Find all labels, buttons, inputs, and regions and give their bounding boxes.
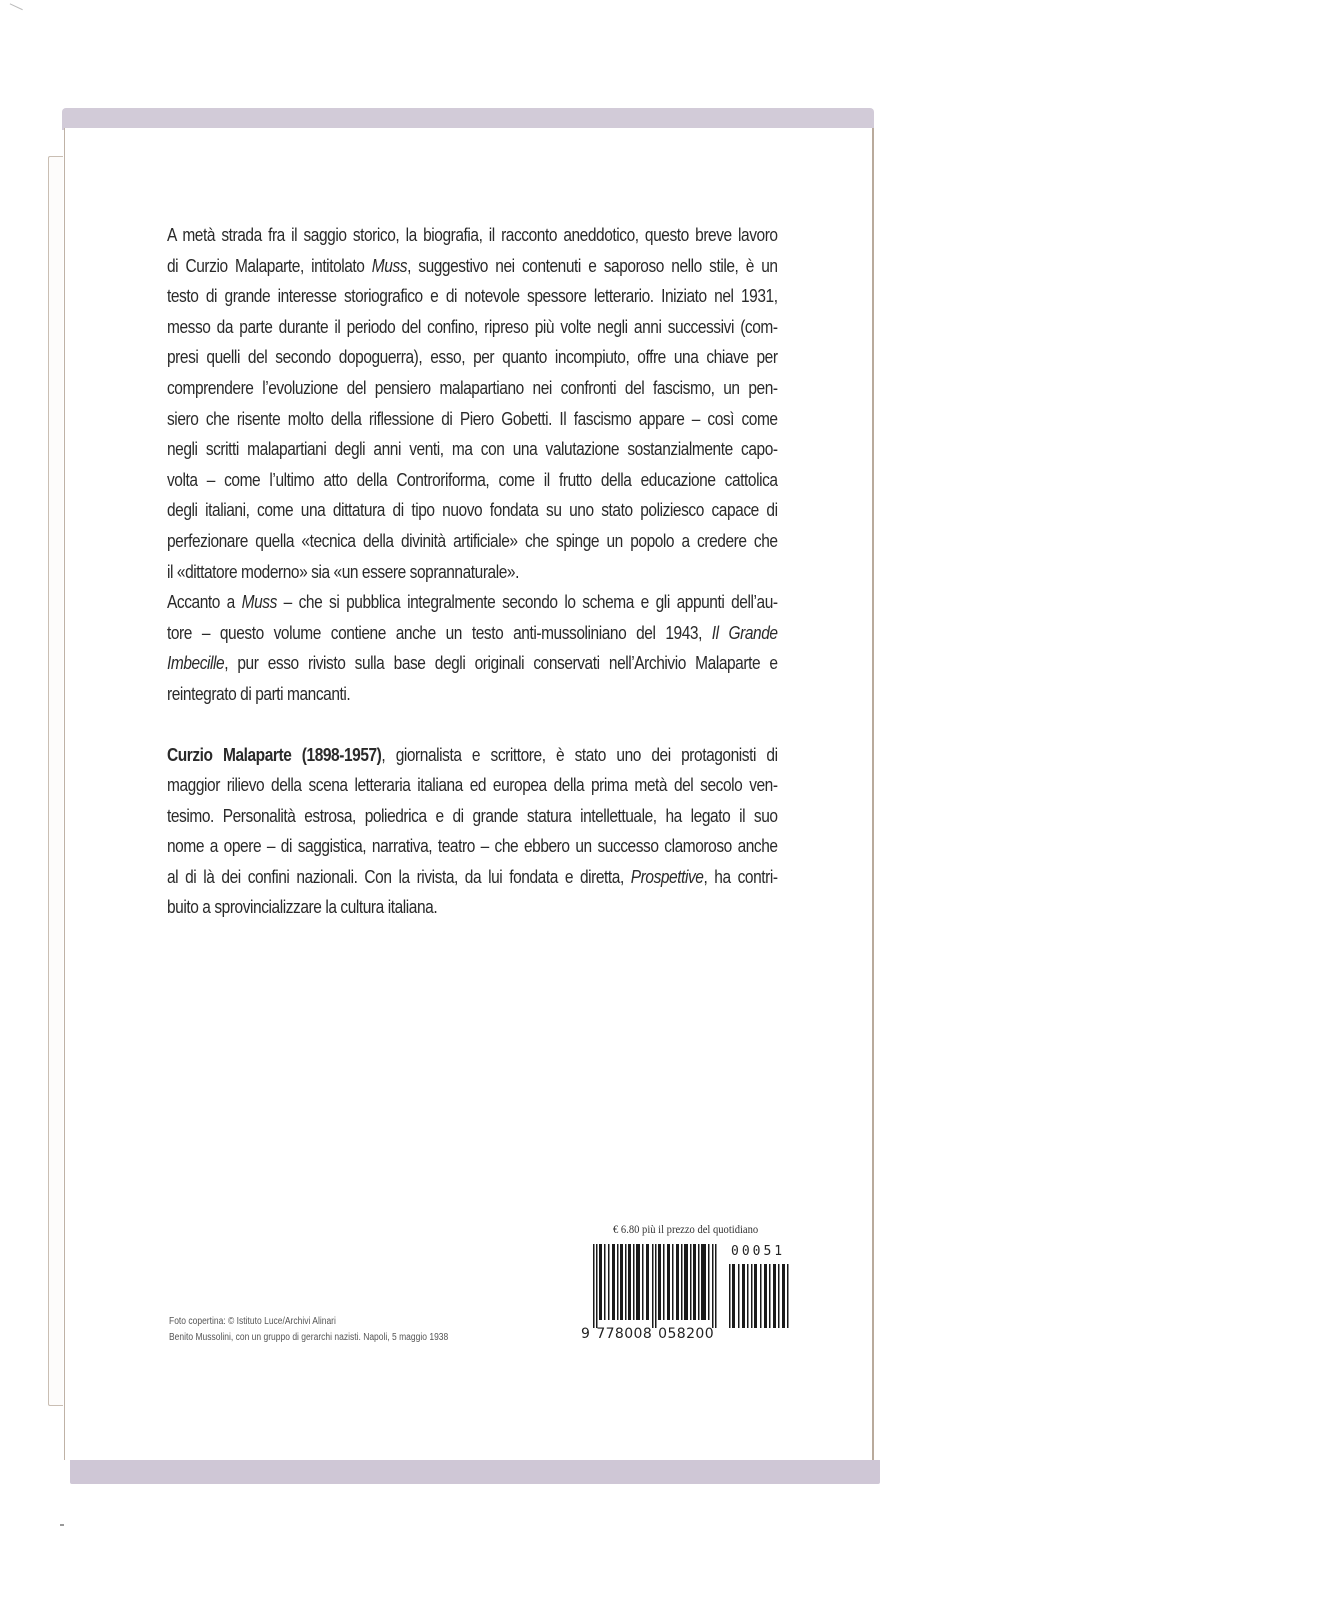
text-line: [167, 740, 778, 771]
text-run: , suggestivo nei contenuti e saporoso nello stile, è un: [407, 255, 778, 276]
inner-page-edge: [48, 156, 63, 1406]
barcode-digit-group: 9: [581, 1326, 591, 1342]
text-line: [167, 618, 778, 649]
text-line: il «dittatore moderno» sia «un essere soprannaturale».: [167, 561, 519, 582]
text-line: [167, 587, 778, 618]
text-line: A metà strada fra il saggio storico, la biografia, il racconto aneddotico, questo breve lavoro: [167, 225, 778, 245]
text-line: [167, 251, 778, 282]
blurb-text: [167, 220, 778, 923]
magazine-title-prospettive: Prospettive: [630, 866, 704, 887]
back-cover-face: [64, 128, 874, 1460]
text-run: al di là dei confini nazionali. Con la rivista, da lui fondata e diretta,: [167, 866, 631, 887]
barcode-addon-digits: 00051: [731, 1244, 786, 1259]
scan-artifact: [60, 1524, 64, 1526]
text-line: maggior rilievo della scena letteraria italiana ed europea della prima metà del secolo ven-: [167, 775, 778, 796]
book-back-cover: [62, 108, 880, 1488]
text-run: , pur esso rivisto sulla base degli originali conservati nell’Archivio Malaparte e: [224, 653, 778, 674]
text-line: perfezionare quella «tecnica della divinità artificiale» che spinge un popolo a credere che: [167, 530, 778, 551]
text-line: volta – come l’ultimo atto della Controriforma, come il frutto della educazione cattolica: [167, 469, 778, 490]
barcode-addon-bars-icon: [729, 1264, 789, 1328]
text-line: [167, 648, 778, 679]
ean-barcode-icon: [593, 1244, 719, 1328]
photo-caption-line: Benito Mussolini, con un gruppo di gerarchi nazisti. Napoli, 5 maggio 1938: [169, 1332, 449, 1343]
text-line: comprendere l’evoluzione del pensiero malapartiano nei confronti del fascismo, un pen-: [167, 377, 778, 398]
text-line: [167, 862, 778, 893]
text-run: Accanto a: [167, 592, 242, 613]
author-name: Curzio Malaparte (1898-1957): [167, 744, 382, 765]
text-line: messo da parte durante il periodo del confino, ripreso più volte negli anni successivi (com-: [167, 316, 778, 337]
text-line: buito a sprovincializzare la cultura italiana.: [167, 897, 438, 918]
text-line: presi quelli del secondo dopoguerra), esso, per quanto incompiuto, offre una chiave per: [167, 347, 778, 368]
paragraph-gap: [167, 710, 778, 740]
photo-credit-line: Foto copertina: © Istituto Luce/Archivi Alinari: [169, 1316, 336, 1327]
text-run: , ha contri-: [703, 866, 778, 887]
text-run: di Curzio Malaparte, intitolato: [167, 255, 372, 276]
barcode: [581, 1244, 793, 1348]
text-line: tesimo. Personalità estrosa, poliedrica e di grande statura intellettuale, ha legato il suo: [167, 805, 778, 826]
barcode-digit-group: 058200: [658, 1326, 714, 1342]
book-title-grande-imbecille: Imbecille: [167, 653, 225, 674]
cover-top-band: [62, 108, 874, 130]
text-line: testo di grande interesse storiografico e di notevole spessore letterario. Iniziato nel 1931,: [167, 286, 778, 307]
barcode-digits: [581, 1326, 720, 1342]
text-line: negli scritti malapartiani degli anni venti, ma con una valutazione sostanzialmente capo-: [167, 439, 778, 460]
text-line: nome a opere – di saggistica, narrativa, teatro – che ebbero un successo clamoroso anche: [167, 836, 778, 857]
text-run: , giornalista e scrittore, è stato uno dei protagonisti di: [381, 744, 778, 765]
author-bio: [167, 740, 778, 924]
barcode-digit-group: 778008: [596, 1326, 653, 1342]
text-line: siero che risente molto della riflessione di Piero Gobetti. Il fascismo appare – così come: [167, 408, 778, 429]
text-run: tore – questo volume contiene anche un testo anti-mussoliniano del 1943,: [167, 622, 712, 643]
book-title-muss: Muss: [371, 255, 408, 276]
text-line: degli italiani, come una dittatura di tipo nuovo fondata su uno stato poliziesco capace di: [167, 500, 778, 521]
blurb-paragraph-1: [167, 220, 778, 587]
photo-credits: [169, 1314, 448, 1346]
scan-artifact: [7, 3, 23, 15]
text-line: reintegrato di parti mancanti.: [167, 683, 351, 704]
price-label: € 6.80 più il prezzo del quotidiano: [613, 1222, 759, 1236]
book-title-muss: Muss: [241, 592, 277, 613]
cover-bottom-band: [70, 1460, 880, 1484]
book-title-grande-imbecille: Il Grande: [711, 622, 778, 643]
blurb-paragraph-2: [167, 587, 778, 709]
text-run: – che si pubblica integralmente secondo lo schema e gli appunti dell’au-: [276, 592, 778, 613]
